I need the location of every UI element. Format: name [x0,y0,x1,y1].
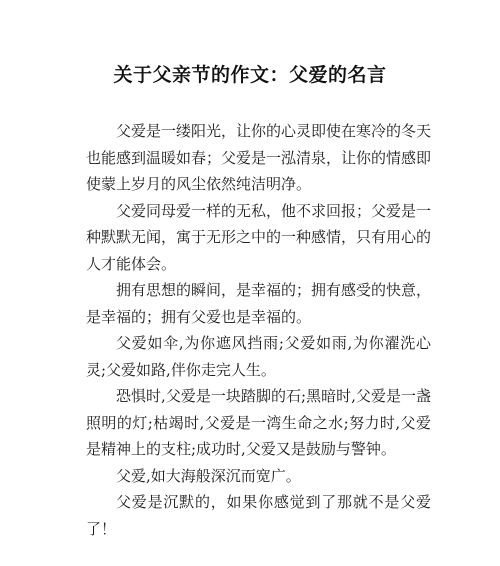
paragraph-5: 恐惧时,父爱是一块踏脚的石;黑暗时,父爱是一盏照明的灯;枯竭时,父爱是一湾生命之水;努力时,父爱是精神上的支柱;成功时,父爱又是鼓励与警钟。 [86,387,431,458]
paragraph-3: 拥有思想的瞬间，是幸福的；拥有感受的快意，是幸福的；拥有父爱也是幸福的。 [86,281,432,326]
paragraph-4: 父爱如伞,为你遮风挡雨;父爱如雨,为你濯洗心灵;父爱如路,伴你走完人生。 [86,334,431,379]
paragraph-1: 父爱是一缕阳光，让你的心灵即使在寒冷的冬天也能感到温暖如春；父爱是一泓清泉，让你的情感即使蒙上岁月的风尘依然纯洁明净。 [86,122,432,193]
paragraph-2: 父爱同母爱一样的无私，他不求回报；父爱是一种默默无闻，寓于无形之中的一种感情，只有用心的人才能体会。 [86,201,432,273]
paragraph-6: 父爱,如大海般深沉而宽广。 [116,466,301,485]
document-title: 关于父亲节的作文：父爱的名言 [113,64,387,86]
document-body [86,118,431,542]
paragraph-7: 父爱是沉默的，如果你感觉到了那就不是父爱了！ [86,493,431,538]
